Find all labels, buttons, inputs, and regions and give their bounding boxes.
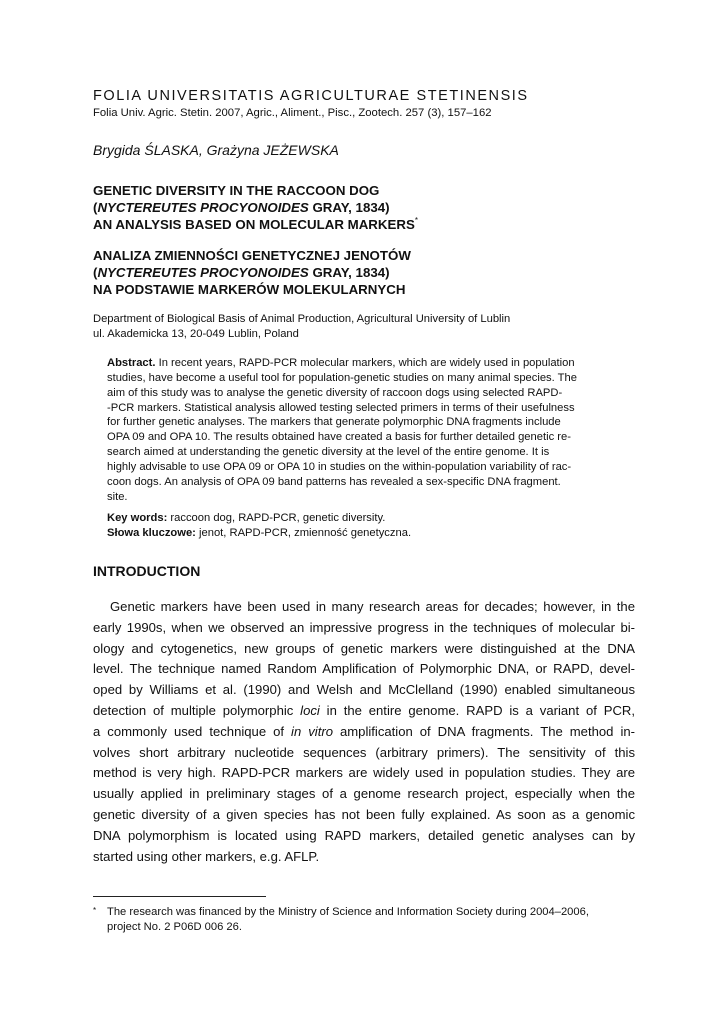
abstract — [107, 356, 621, 504]
footnote-divider — [93, 896, 266, 897]
species-name: NYCTEREUTES PROCYONOIDES — [97, 200, 309, 215]
body-line: early 1990s, when we observed an impressive progress in the techniques of molecular bi- — [93, 619, 635, 635]
journal-citation: Folia Univ. Agric. Stetin. 2007, Agric., Aliment., Pisc., Zootech. 257 (3), 157–162 — [93, 107, 492, 119]
body-line: a commonly used technique of in vitro amplification of DNA fragments. The method in- — [93, 723, 635, 739]
footnote-line: The research was financed by the Ministry of Science and Information Society during 2004–2006, — [107, 906, 589, 918]
abstract-line: coon dogs. An analysis of OPA 09 band patterns has revealed a sex-specific DNA fragment. — [107, 475, 561, 488]
abstract-line: studies, have become a useful tool for population-genetic studies on many animal species. The — [107, 371, 577, 384]
title-english — [93, 182, 653, 233]
title-pl-line-2: (NYCTEREUTES PROCYONOIDES GRAY, 1834) — [93, 265, 390, 280]
body-line: method is very high. RAPD-PCR markers are widely used in population studies. They are — [93, 765, 635, 781]
abstract-line: highly advisable to use OPA 09 or OPA 10 in studies on the within-population variability of rac- — [107, 460, 572, 473]
section-heading: INTRODUCTION — [93, 563, 201, 579]
abstract-line: Abstract. In recent years, RAPD-PCR molecular markers, which are widely used in population — [107, 357, 575, 369]
title-footnote-mark: * — [414, 216, 418, 225]
body-line: oped by Williams et al. (1990) and Welsh and McClelland (1990) enabled simultaneous — [93, 682, 635, 698]
abstract-line: -PCR markers. Statistical analysis allowed testing selected primers in terms of their usefulness — [107, 401, 575, 414]
abstract-line: for further genetic analyses. The markers that generate polymorphic DNA fragments include — [107, 416, 561, 429]
body-line: genetic diversity of a given species has not been fully explained. As soon as a genomic — [93, 806, 635, 822]
body-line: ology and cytogenetics, new groups of genetic markers were distinguished at the DNA — [93, 640, 635, 656]
body-line: level. The technique named Random Amplification of Polymorphic DNA, or RAPD, devel- — [93, 661, 635, 677]
authors: Brygida ŚLASKA, Grażyna JEŻEWSKA — [93, 142, 339, 158]
body-line: usually applied in preliminary stages of a genome research project, especially when the — [93, 786, 635, 802]
journal-name: FOLIA UNIVERSITATIS AGRICULTURAE STETINENSIS — [93, 88, 529, 104]
title-polish — [93, 247, 653, 298]
abstract-line: aim of this study was to analyse the genetic diversity of raccoon dogs using selected RAPD- — [107, 386, 563, 399]
title-en-line-1: GENETIC DIVERSITY IN THE RACCOON DOG — [93, 183, 380, 198]
keywords — [107, 511, 411, 541]
species-name-pl: NYCTEREUTES PROCYONOIDES — [97, 265, 309, 280]
title-pl-line-1: ANALIZA ZMIENNOŚCI GENETYCZNEJ JENOTÓW — [93, 248, 411, 263]
abstract-line: search aimed at understanding the genetic diversity at the level of the entire genome. It is — [107, 446, 550, 459]
footnote — [93, 905, 638, 935]
affiliation-address: ul. Akademicka 13, 20-049 Lublin, Poland — [93, 328, 299, 340]
abstract-line: site. — [107, 490, 128, 503]
body-line: started using other markers, e.g. AFLP. — [93, 848, 320, 864]
body-line: Genetic markers have been used in many research areas for decades; however, in the — [110, 599, 635, 614]
affiliation-department: Department of Biological Basis of Animal Production, Agricultural University of Lublin — [93, 313, 511, 325]
body-line: volves short arbitrary nucleotide sequences (arbitrary primers). The sensitivity of this — [93, 744, 635, 760]
keywords-polish: Słowa kluczowe: jenot, RAPD-PCR, zmienność genetyczna. — [107, 527, 412, 539]
title-pl-line-3: NA PODSTAWIE MARKERÓW MOLEKULARNYCH — [93, 282, 406, 297]
introduction-body — [93, 597, 635, 867]
abstract-line: OPA 09 and OPA 10. The results obtained have created a basis for further detailed genetic re- — [107, 431, 571, 444]
footnote-line: project No. 2 P06D 006 26. — [107, 921, 242, 933]
keywords-english: Key words: raccoon dog, RAPD-PCR, genetic diversity. — [107, 512, 386, 524]
body-line: detection of multiple polymorphic loci in the entire genome. RAPD is a variant of PCR, — [93, 702, 635, 718]
title-en-line-2: (NYCTEREUTES PROCYONOIDES GRAY, 1834) — [93, 200, 390, 215]
body-line: DNA polymorphism is located using RAPD markers, detailed genetic analyses can by — [93, 827, 635, 843]
title-en-line-3: AN ANALYSIS BASED ON MOLECULAR MARKERS* — [93, 216, 418, 232]
abstract-label: Abstract. — [107, 357, 156, 369]
footnote-mark: * — [93, 906, 97, 915]
affiliation — [93, 312, 653, 342]
